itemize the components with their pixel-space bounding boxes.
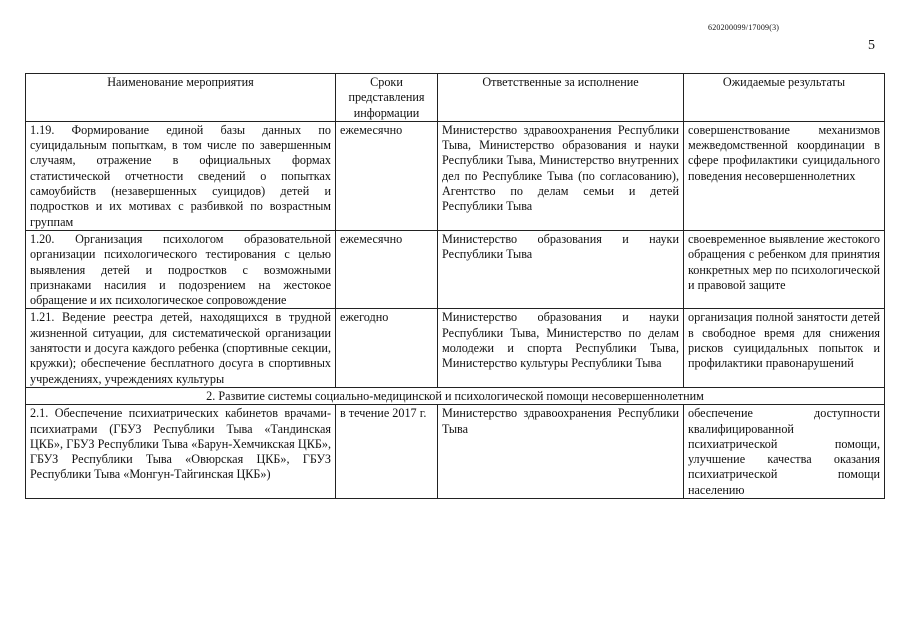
row-terms: ежемесячно [336,121,438,230]
measures-table [25,73,885,499]
row-results: организация полной занятости детей в свободное время для снижения рисков суицидальных попыток и профилактики правонарушений [684,309,885,387]
row-responsible: Министерство здравоохранения Республики Тыва, Министерство образования и науки Республики Тыва, Министерство внутренних дел по Республике Тыва (по согласованию), Агентство по делам семьи и детей Республики Тыва [438,121,684,230]
section-header-row [26,387,885,404]
header-terms: Сроки представления информации [336,74,438,122]
table-row [26,230,885,308]
row-results: обеспечение доступности квалифицированной психиатрической помощи, улучшение качества оказания психиатрической помощи населению [684,405,885,499]
row-results: совершенствование механизмов межведомственной координации в сфере профилактики суицидального поведения несовершеннолетних [684,121,885,230]
page-number: 5 [868,38,875,53]
row-results: своевременное выявление жестокого обращения с ребенком для принятия конкретных мер по психологической и правовой защите [684,230,885,308]
row-name: 1.19. Формирование единой базы данных по суицидальным попыткам, в том числе по завершенным случаям, отражение в официальных формах статистической отчетности сведений о попытках самоубийств (незавершенных суицидов) детей и подростков и их мотивах с разбивкой по возрастным группам [26,121,336,230]
table-row [26,309,885,387]
row-responsible: Министерство здравоохранения Республики Тыва [438,405,684,499]
row-name: 2.1. Обеспечение психиатрических кабинетов врачами-психиатрами (ГБУЗ Республики Тыва «Тандинская ЦКБ», ГБУЗ Республики Тыва «Барун-Хемчикская ЦКБ», ГБУЗ Республики Тыва «Овюрская ЦКБ», ГБУЗ Республики Тыва «Монгун-Тайгинская ЦКБ») [26,405,336,499]
row-terms: ежегодно [336,309,438,387]
header-name: Наименование мероприятия [26,74,336,122]
row-responsible: Министерство образования и науки Республики Тыва, Министерство по делам молодежи и спорта Республики Тыва, Министерство культуры Республики Тыва [438,309,684,387]
table-header-row [26,74,885,122]
row-terms: ежемесячно [336,230,438,308]
row-name: 1.21. Ведение реестра детей, находящихся в трудной жизненной ситуации, для систематической организации занятости и досуга каждого ребенка (спортивные секции, кружки); обеспечение бесплатного досуга в спортивных учреждениях, учреждениях культуры [26,309,336,387]
header-responsible: Ответственные за исполнение [438,74,684,122]
table-row [26,121,885,230]
section-title: 2. Развитие системы социально-медицинской и психологической помощи несовершеннолетним [26,387,885,404]
table-row [26,405,885,499]
row-name: 1.20. Организация психологом образовательной организации психологического тестирования с целью выявления детей и подростков с возможными признаками насилия и подозрением на жестокое обращение и их психологическое сопровождение [26,230,336,308]
header-results: Ожидаемые результаты [684,74,885,122]
row-terms: в течение 2017 г. [336,405,438,499]
document-id: 620200099/17009(3) [708,23,780,32]
row-responsible: Министерство образования и науки Республики Тыва [438,230,684,308]
